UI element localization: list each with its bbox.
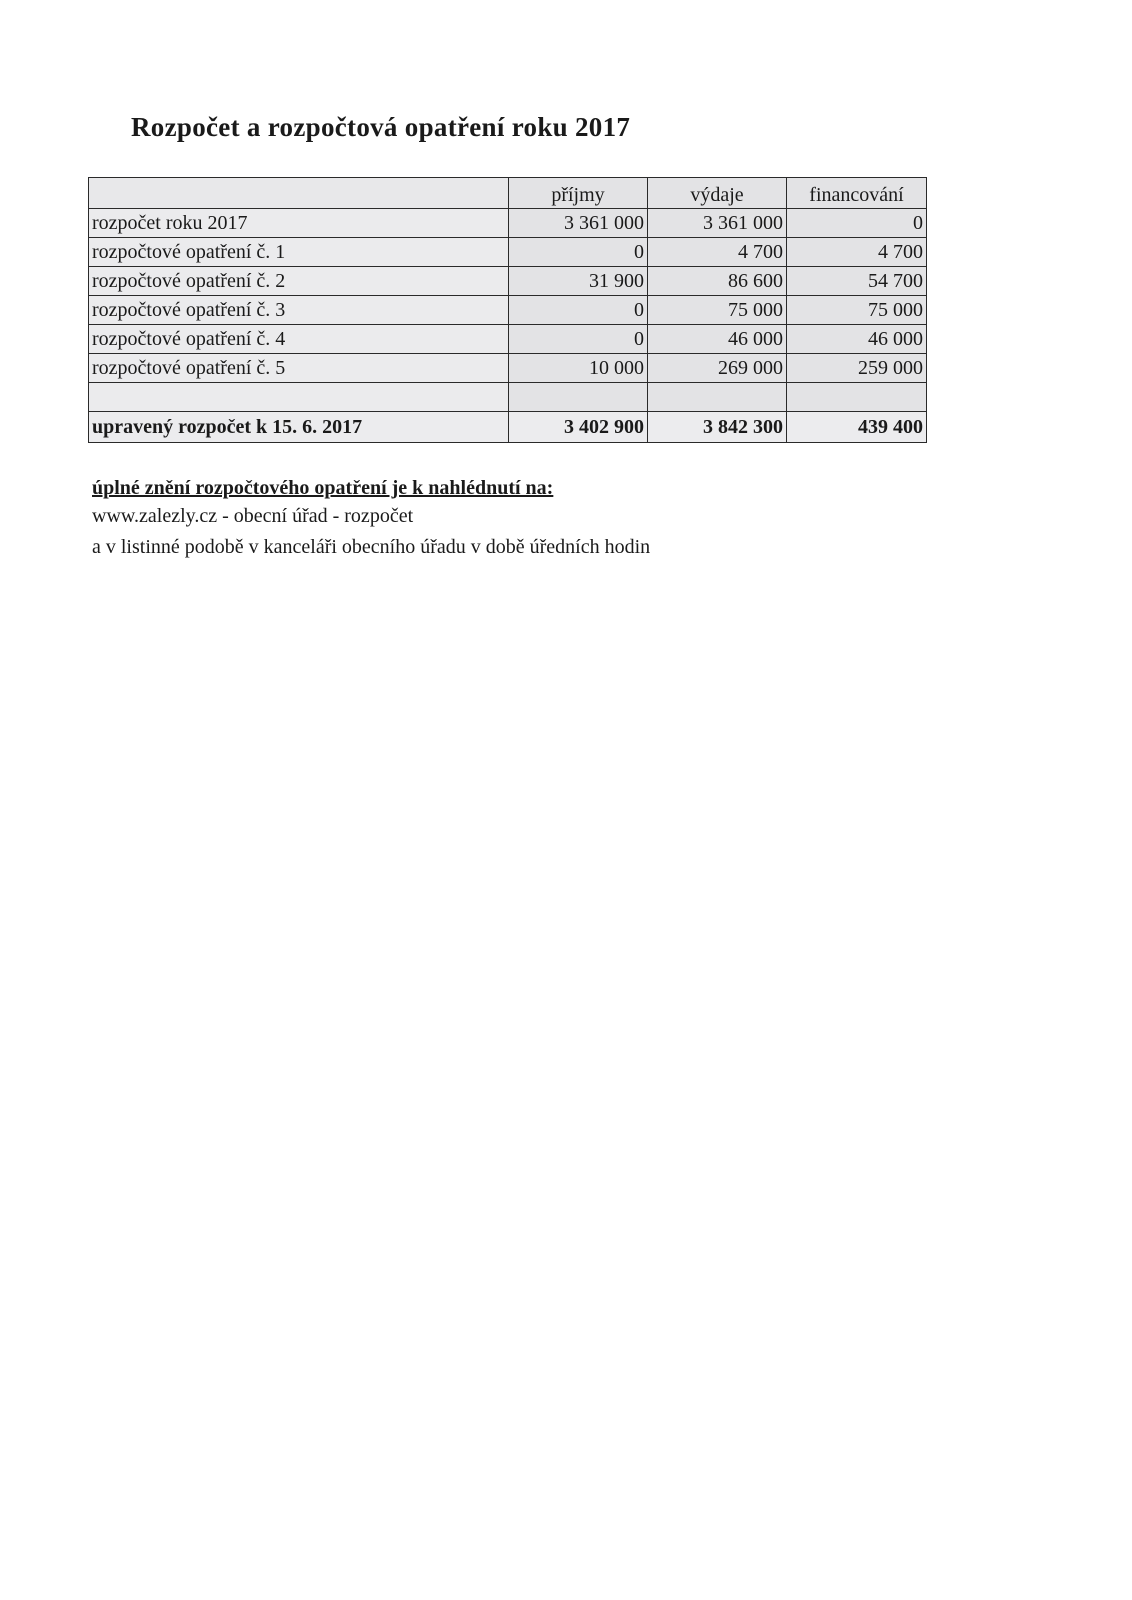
cell-financovani: 75 000: [787, 296, 927, 325]
cell-financovani: 46 000: [787, 325, 927, 354]
page-title: Rozpočet a rozpočtová opatření roku 2017: [131, 112, 631, 142]
cell-vydaje: 86 600: [648, 267, 787, 296]
row-label: rozpočtové opatření č. 2: [89, 267, 509, 296]
cell-financovani: 4 700: [787, 238, 927, 267]
table-header-row: [89, 178, 927, 209]
cell-vydaje: 46 000: [648, 325, 787, 354]
cell-prijmy: 3 361 000: [509, 209, 648, 238]
column-header-financovani: financování: [787, 178, 927, 209]
empty-cell: [509, 383, 648, 412]
total-label: upravený rozpočet k 15. 6. 2017: [89, 412, 509, 443]
total-financovani: 439 400: [787, 412, 927, 443]
header-empty-cell: [89, 178, 509, 209]
row-label: rozpočet roku 2017: [89, 209, 509, 238]
row-label: rozpočtové opatření č. 3: [89, 296, 509, 325]
note-heading: úplné znění rozpočtového opatření je k nahlédnutí na:: [92, 477, 554, 499]
row-label: rozpočtové opatření č. 1: [89, 238, 509, 267]
cell-vydaje: 4 700: [648, 238, 787, 267]
table-row: [89, 325, 927, 354]
cell-prijmy: 0: [509, 238, 648, 267]
cell-prijmy: 31 900: [509, 267, 648, 296]
cell-financovani: 0: [787, 209, 927, 238]
table-row: [89, 296, 927, 325]
cell-prijmy: 10 000: [509, 354, 648, 383]
note-office-line: a v listinné podobě v kanceláři obecního úřadu v době úředních hodin: [92, 536, 651, 558]
table-spacer-row: [89, 383, 927, 412]
cell-vydaje: 3 361 000: [648, 209, 787, 238]
empty-cell: [787, 383, 927, 412]
cell-vydaje: 75 000: [648, 296, 787, 325]
cell-financovani: 54 700: [787, 267, 927, 296]
column-header-vydaje: výdaje: [648, 178, 787, 209]
row-label: rozpočtové opatření č. 5: [89, 354, 509, 383]
total-vydaje: 3 842 300: [648, 412, 787, 443]
cell-vydaje: 269 000: [648, 354, 787, 383]
note-website-line: www.zalezly.cz - obecní úřad - rozpočet: [92, 505, 414, 527]
budget-table: [88, 177, 927, 443]
column-header-prijmy: příjmy: [509, 178, 648, 209]
empty-cell: [648, 383, 787, 412]
cell-prijmy: 0: [509, 296, 648, 325]
table-row: [89, 354, 927, 383]
table-row: [89, 267, 927, 296]
cell-financovani: 259 000: [787, 354, 927, 383]
row-label: rozpočtové opatření č. 4: [89, 325, 509, 354]
table-total-row: [89, 412, 927, 443]
empty-cell: [89, 383, 509, 412]
cell-prijmy: 0: [509, 325, 648, 354]
total-prijmy: 3 402 900: [509, 412, 648, 443]
table-row: [89, 209, 927, 238]
table-row: [89, 238, 927, 267]
